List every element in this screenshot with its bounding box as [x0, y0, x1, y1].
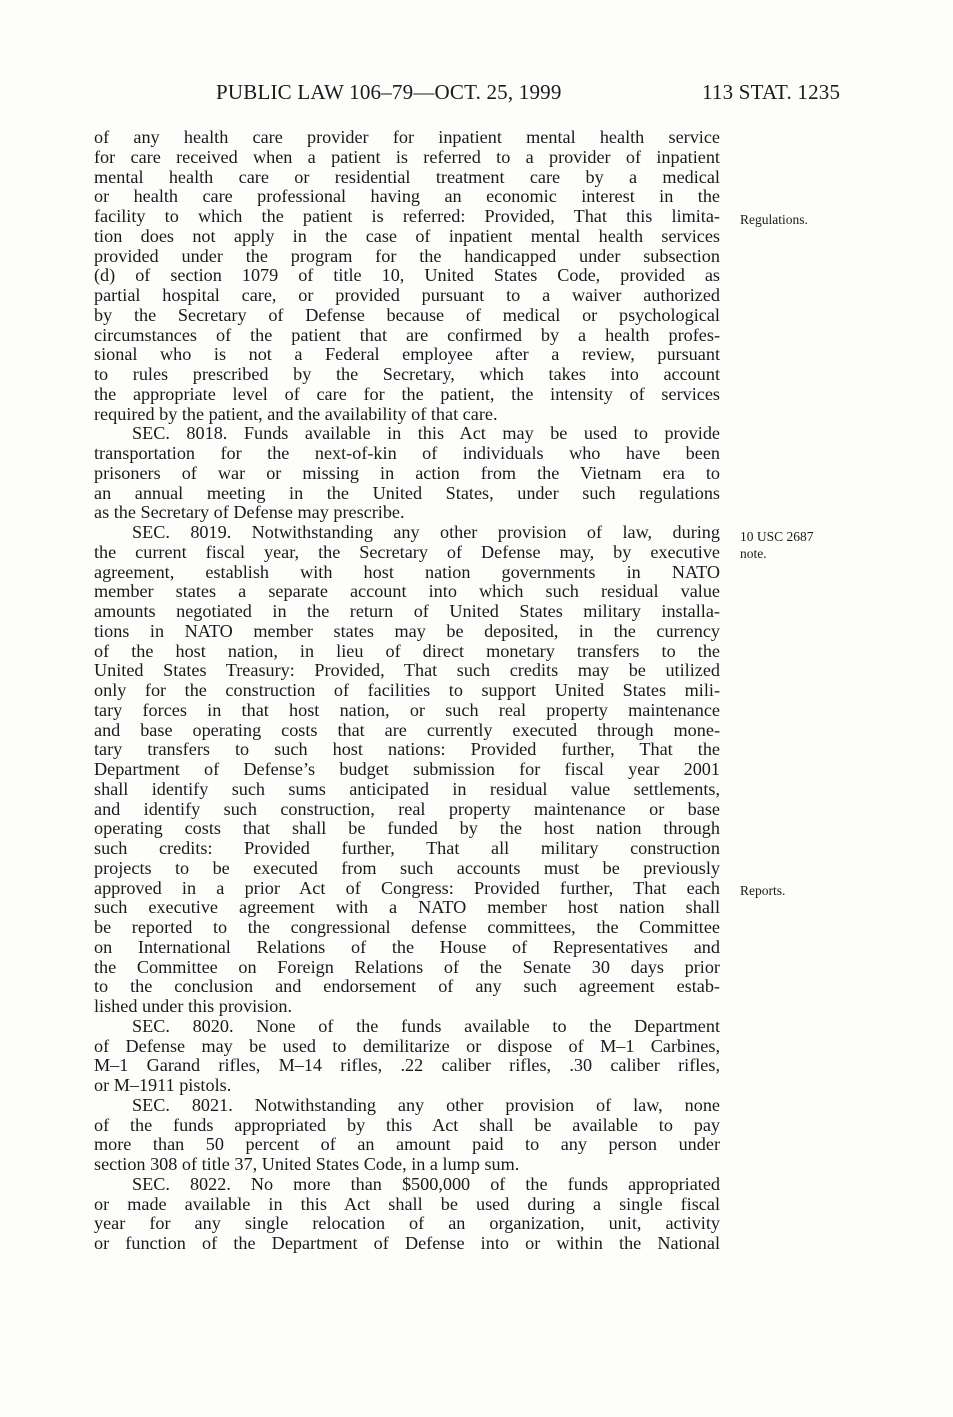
margin-note-usc-line2: note.	[740, 546, 767, 561]
section-8022-text: No more than $500,000 of the funds appropriated	[230, 1174, 720, 1194]
text-line: or health care professional having an economic interest in the	[94, 187, 720, 207]
text-line: of the funds appropriated by this Act shall be available to pay	[94, 1115, 720, 1135]
text-line: section 308 of title 37, United States Code, in a lump sum.	[94, 1155, 520, 1174]
section-8019-text: Notwithstanding any other provision of law, during	[231, 523, 720, 542]
text-line: operating costs that shall be funded by the host nation through	[94, 819, 720, 839]
body-text	[94, 128, 720, 1254]
text-line: such credits: Provided further, That all military construction	[94, 839, 720, 858]
text-line: agreement, establish with host nation governments in NATO	[94, 562, 720, 582]
text-line: sional who is not a Federal employee after a review, pursuant	[94, 345, 720, 365]
text-line: of Defense may be used to demilitarize or dispose of M–1 Carbines,	[94, 1036, 720, 1056]
text-line: required by the patient, and the availability of that care.	[94, 404, 498, 424]
section-8020-first-line	[94, 1017, 720, 1037]
text-line: of any health care provider for inpatient mental health service	[94, 128, 720, 147]
text-line: to rules prescribed by the Secretary, which takes into account	[94, 365, 720, 384]
text-line: tions in NATO member states may be deposited, in the currency	[94, 621, 720, 641]
header-title: PUBLIC LAW 106–79—OCT. 25, 1999	[216, 80, 562, 104]
text-line: as the Secretary of Defense may prescribe.	[94, 503, 405, 523]
margin-note-usc-line1: 10 USC 2687	[740, 529, 814, 544]
text-line: to the conclusion and endorsement of any such agreement estab-	[94, 977, 720, 997]
text-line: tary forces in that host nation, or such real property maintenance	[94, 700, 720, 720]
text-line: United States Treasury: Provided, That such credits may be utilized	[94, 661, 720, 681]
text-line: shall identify such sums anticipated in residual value settlements,	[94, 779, 720, 799]
margin-note-regulations: Regulations.	[740, 212, 808, 227]
section-heading-8020: SEC. 8020.	[132, 1016, 234, 1036]
text-line: the appropriate level of care for the patient, the intensity of services	[94, 384, 720, 404]
section-8019-first-line	[94, 523, 720, 543]
text-line: tion does not apply in the case of inpatient mental health services	[94, 226, 720, 246]
section-8020-text: None of the funds available to the Department	[233, 1016, 720, 1036]
text-line: and base operating costs that are currently executed through mone-	[94, 720, 720, 740]
section-8022-first-line	[94, 1175, 720, 1195]
header-stat-citation: 113 STAT. 1235	[702, 80, 841, 104]
text-line: partial hospital care, or provided pursuant to a waiver authorized	[94, 286, 720, 305]
text-line: of the host nation, in lieu of direct monetary transfers to the	[94, 641, 720, 661]
margin-note-usc	[740, 528, 814, 562]
text-line: for care received when a patient is referred to a provider of inpatient	[94, 147, 720, 167]
text-line: by the Secretary of Defense because of medical or psychological	[94, 305, 720, 325]
text-line: prisoners of war or missing in action from the Vietnam era to	[94, 463, 720, 483]
text-line: (d) of section 1079 of title 10, United States Code, provided as	[94, 266, 720, 286]
text-line: only for the construction of facilities to support United States mili-	[94, 681, 720, 700]
text-line: tary transfers to such host nations: Provided further, That the	[94, 740, 720, 760]
page-header	[0, 80, 953, 108]
text-line: approved in a prior Act of Congress: Provided further, That each	[94, 878, 720, 898]
section-8021-text: Notwithstanding any other provision of law, none	[232, 1095, 720, 1115]
text-line: Department of Defense’s budget submission for fiscal year 2001	[94, 760, 720, 779]
text-line: lished under this provision.	[94, 997, 293, 1016]
text-line: member states a separate account into which such residual value	[94, 582, 720, 602]
text-line: circumstances of the patient that are confirmed by a health profes-	[94, 325, 720, 345]
text-line: such executive agreement with a NATO member host nation shall	[94, 898, 720, 918]
section-8018-text: Funds available in this Act may be used to provide	[227, 424, 720, 444]
section-8018-first-line	[94, 424, 720, 444]
text-line: the current fiscal year, the Secretary of Defense may, by executive	[94, 542, 720, 562]
text-line: an annual meeting in the United States, under such regulations	[94, 483, 720, 503]
text-line: provided under the program for the handicapped under subsection	[94, 246, 720, 266]
text-line: facility to which the patient is referred: Provided, That this limita-	[94, 207, 720, 226]
text-line: the Committee on Foreign Relations of the Senate 30 days prior	[94, 957, 720, 977]
text-line: on International Relations of the House of Representatives and	[94, 937, 720, 957]
text-line: more than 50 percent of an amount paid to any person under	[94, 1135, 720, 1155]
text-line: transportation for the next-of-kin of individuals who have been	[94, 444, 720, 463]
text-line: or M–1911 pistols.	[94, 1076, 232, 1095]
section-heading-8018: SEC. 8018.	[132, 424, 228, 444]
text-line: or function of the Department of Defense into or within the National	[94, 1234, 720, 1253]
section-heading-8019: SEC. 8019.	[132, 523, 232, 542]
text-line: year for any single relocation of an organization, unit, activity	[94, 1214, 720, 1234]
text-line: projects to be executed from such accounts must be previously	[94, 858, 720, 878]
margin-note-reports: Reports.	[740, 883, 786, 898]
section-heading-8021: SEC. 8021.	[132, 1095, 233, 1115]
text-line: be reported to the congressional defense committees, the Committee	[94, 918, 720, 937]
section-heading-8022: SEC. 8022.	[132, 1174, 231, 1194]
text-line: and identify such construction, real property maintenance or base	[94, 799, 720, 819]
text-line: M–1 Garand rifles, M–14 rifles, .22 caliber rifles, .30 caliber rifles,	[94, 1056, 720, 1076]
section-8021-first-line	[94, 1096, 720, 1116]
text-line: or made available in this Act shall be used during a single fiscal	[94, 1194, 720, 1214]
text-line: mental health care or residential treatment care by a medical	[94, 167, 720, 187]
text-line: amounts negotiated in the return of United States military installa-	[94, 602, 720, 621]
